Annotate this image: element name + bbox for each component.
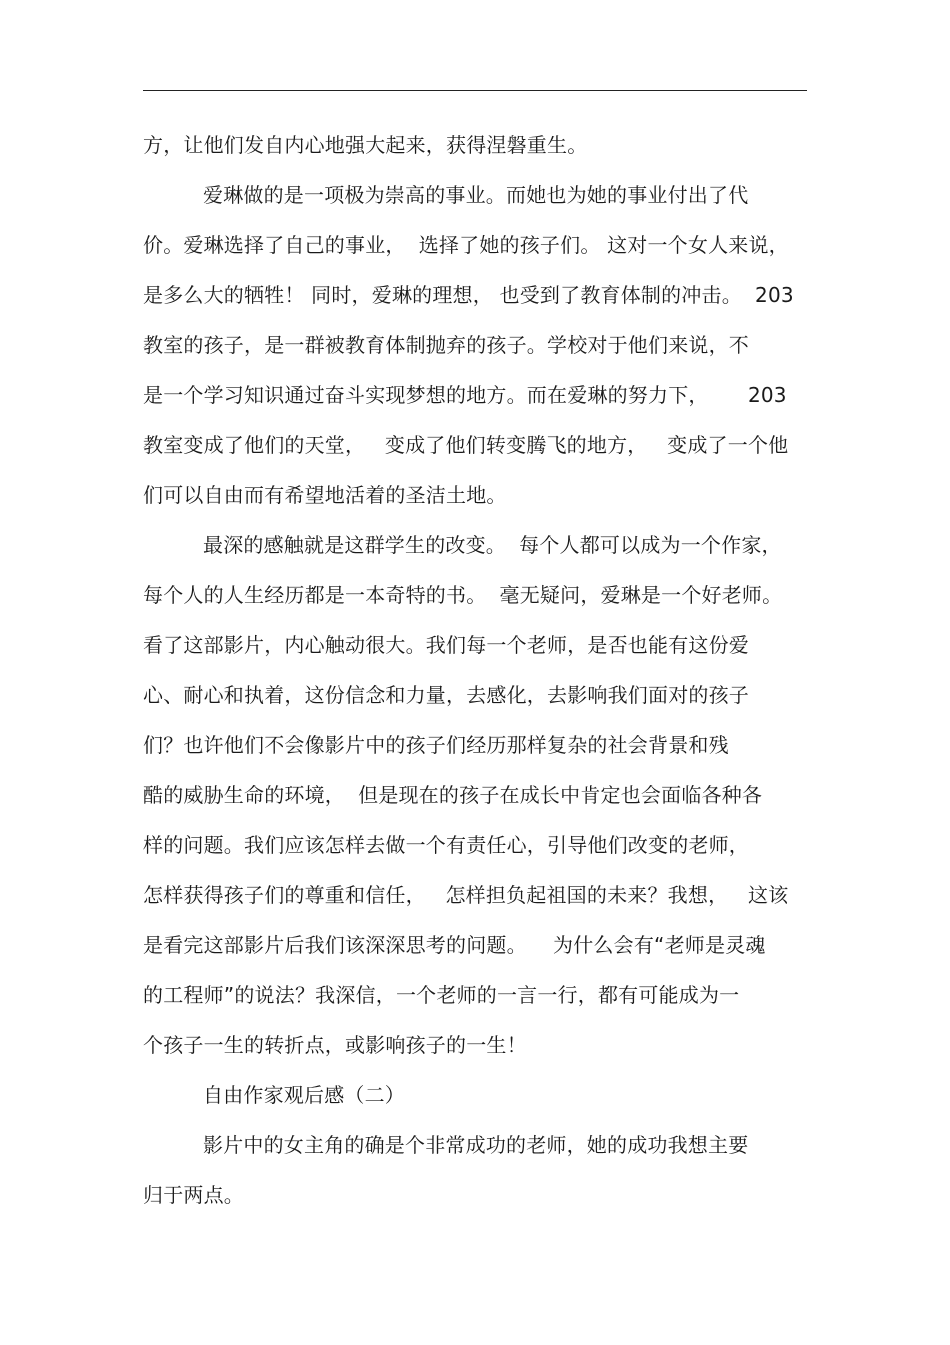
text-line: 们可以自由而有希望地活着的圣洁土地。 bbox=[143, 483, 507, 507]
text-line: 教室的孩子，是一群被教育体制抛弃的孩子。学校对于他们来说，不 bbox=[143, 333, 749, 357]
text-line: 怎样获得孩子们的尊重和信任， 怎样担负起祖国的未来？我想， 这该 bbox=[143, 883, 789, 907]
paragraph-first-line: 最深的感触就是这群学生的改变。 每个人都可以成为一个作家， bbox=[203, 533, 782, 557]
text-line: 样的问题。我们应该怎样去做一个有责任心，引导他们改变的老师， bbox=[143, 833, 749, 857]
text-line: 看了这部影片，内心触动很大。我们每一个老师，是否也能有这份爱 bbox=[143, 633, 749, 657]
section-heading: 自由作家观后感（二） bbox=[203, 1083, 405, 1107]
text-line: 酷的威胁生命的环境， 但是现在的孩子在成长中肯定也会面临各种各 bbox=[143, 783, 763, 807]
text-line: 归于两点。 bbox=[143, 1183, 244, 1207]
text-line: 是看完这部影片后我们该深深思考的问题。 为什么会有“老师是灵魂 bbox=[143, 933, 766, 957]
text-line: 每个人的人生经历都是一本奇特的书。 毫无疑问，爱琳是一个好老师。 bbox=[143, 583, 783, 607]
paragraph-first-line: 爱琳做的是一项极为崇高的事业。而她也为她的事业付出了代 bbox=[203, 183, 749, 207]
text-line: 是多么大的牺牲！ 同时，爱琳的理想， 也受到了教育体制的冲击。 203 bbox=[143, 283, 794, 307]
text-line: 价。爱琳选择了自己的事业， 选择了她的孩子们。 这对一个女人来说， bbox=[143, 233, 789, 257]
header-rule bbox=[143, 90, 807, 91]
text-line: 的工程师”的说法？我深信，一个老师的一言一行，都有可能成为一 bbox=[143, 983, 740, 1007]
text-line: 是一个学习知识通过奋斗实现梦想的地方。而在爱琳的努力下， 203 bbox=[143, 383, 787, 407]
text-line: 教室变成了他们的天堂， 变成了他们转变腾飞的地方， 变成了一个他 bbox=[143, 433, 789, 457]
text-line: 们？也许他们不会像影片中的孩子们经历那样复杂的社会背景和残 bbox=[143, 733, 729, 757]
text-line: 心、耐心和执着，这份信念和力量，去感化，去影响我们面对的孩子 bbox=[143, 683, 749, 707]
paragraph-first-line: 影片中的女主角的确是个非常成功的老师，她的成功我想主要 bbox=[203, 1133, 749, 1157]
text-line: 方，让他们发自内心地强大起来，获得涅磐重生。 bbox=[143, 133, 588, 157]
text-line: 个孩子一生的转折点，或影响孩子的一生！ bbox=[143, 1033, 527, 1057]
